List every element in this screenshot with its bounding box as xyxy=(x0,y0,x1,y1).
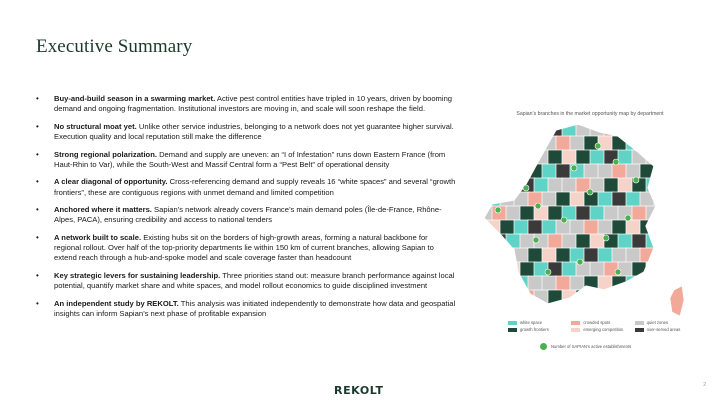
department-cell xyxy=(612,164,627,179)
department-cell xyxy=(542,192,557,207)
department-cell xyxy=(584,304,599,319)
department-cell xyxy=(486,192,501,207)
department-cell xyxy=(590,290,605,305)
department-cell xyxy=(506,234,521,249)
department-cell xyxy=(486,136,501,151)
department-cell xyxy=(528,136,543,151)
bullet-heading: No structural moat yet. xyxy=(54,121,137,131)
department-cells xyxy=(478,122,675,319)
department-cell xyxy=(576,234,591,249)
department-cell xyxy=(514,164,529,179)
department-cell xyxy=(478,220,487,235)
bullet-item xyxy=(36,233,456,264)
legend-swatch xyxy=(508,328,517,332)
department-cell xyxy=(506,150,521,165)
branch-dot xyxy=(613,159,619,165)
department-cell xyxy=(626,304,641,319)
legend-label: growth frontiers xyxy=(520,327,549,332)
branch-dot xyxy=(615,269,621,275)
department-cell xyxy=(626,164,641,179)
department-cell xyxy=(562,290,577,305)
legend-item xyxy=(571,320,634,325)
department-cell xyxy=(542,276,557,291)
branch-dot xyxy=(625,215,631,221)
department-cell xyxy=(590,150,605,165)
department-cell xyxy=(604,178,619,193)
department-cell xyxy=(478,262,493,277)
department-cell xyxy=(492,122,507,137)
legend-label: white space xyxy=(520,320,543,325)
department-cell xyxy=(528,248,543,263)
legend-item xyxy=(508,327,571,332)
brand-logo: REKOLT xyxy=(334,384,384,397)
department-cell xyxy=(506,122,521,137)
page-number: 2 xyxy=(703,382,706,388)
department-cell xyxy=(548,150,563,165)
france-opportunity-map xyxy=(478,122,698,322)
legend-swatch xyxy=(635,328,644,332)
department-cell xyxy=(556,276,571,291)
bullet-text: Demand and supply are uneven: an “I of Infestation” runs down Eastern France (from Haut-Rhin to Var), while the South-West and Massif Central form a “Pest Belt” of operational density xyxy=(54,149,446,169)
department-cell xyxy=(542,220,557,235)
department-cell xyxy=(534,178,549,193)
department-cell xyxy=(576,206,591,221)
map-legend xyxy=(508,320,698,332)
department-cell xyxy=(542,164,557,179)
department-cell xyxy=(640,276,655,291)
bullet-item xyxy=(36,299,456,319)
department-cell xyxy=(660,122,675,137)
department-cell xyxy=(654,220,669,235)
department-cell xyxy=(646,150,661,165)
department-cell xyxy=(598,220,613,235)
bullet-heading: Key strategic levers for sustaining leadership. xyxy=(54,270,221,280)
department-cell xyxy=(492,262,507,277)
department-cell xyxy=(548,206,563,221)
department-cell xyxy=(654,248,669,263)
bullet-heading: Buy-and-build season in a swarming market. xyxy=(54,94,216,103)
branch-dot xyxy=(577,259,583,265)
department-cell xyxy=(506,262,521,277)
legend-item xyxy=(635,327,698,332)
department-cell xyxy=(626,220,641,235)
branch-dot xyxy=(495,207,501,213)
department-cell xyxy=(562,234,577,249)
department-cell xyxy=(478,178,493,193)
bullet-text: Unlike other service industries, belonging to a network does not yet guarantee higher survival. Execution quality and local reputation still make the difference xyxy=(54,121,454,141)
department-cell xyxy=(542,136,557,151)
department-cell xyxy=(520,122,535,137)
department-cell xyxy=(618,234,633,249)
department-cell xyxy=(576,150,591,165)
department-cell xyxy=(478,164,487,179)
branch-dot xyxy=(561,217,567,223)
bullet-text: Three priorities stand out: measure branch performance against local potential, quantify market share and white spaces, and model rollout economics to guide disciplined investment xyxy=(54,270,455,291)
bullet-text: Existing hubs sit on the borders of high-growth areas, forming a natural backbone for regional rollout. Over half of the top-priority departments lie within 150 km of current branches, allowing Sapian to extend reach through a hub-and-spoke model and scale coverage faster than headcount xyxy=(54,232,434,263)
department-cell xyxy=(590,262,605,277)
department-cell xyxy=(500,304,515,319)
legend-swatch xyxy=(635,321,644,325)
legend-swatch xyxy=(571,328,580,332)
department-cell xyxy=(492,234,507,249)
department-cell xyxy=(500,164,515,179)
department-cell xyxy=(598,192,613,207)
department-cell xyxy=(598,248,613,263)
department-cell xyxy=(478,192,487,207)
bullet-heading: Anchored where it matters. xyxy=(54,205,152,215)
department-cell xyxy=(654,304,669,319)
department-cell xyxy=(500,276,515,291)
department-cell xyxy=(612,136,627,151)
department-cell xyxy=(520,206,535,221)
branch-dot-icon xyxy=(540,343,547,350)
department-cell xyxy=(500,248,515,263)
branch-dot xyxy=(535,203,541,209)
department-cell xyxy=(548,178,563,193)
department-cell xyxy=(598,136,613,151)
department-cell xyxy=(562,262,577,277)
branch-dot xyxy=(595,143,601,149)
department-cell xyxy=(618,178,633,193)
department-cell xyxy=(612,304,627,319)
corsica-region xyxy=(670,286,684,316)
department-cell xyxy=(640,304,655,319)
department-cell xyxy=(556,248,571,263)
department-cell xyxy=(548,234,563,249)
legend-swatch xyxy=(508,321,517,325)
department-cell xyxy=(492,290,507,305)
department-cell xyxy=(520,262,535,277)
department-cell xyxy=(570,192,585,207)
bullet-heading: An independent study by REKOLT. xyxy=(54,298,179,308)
department-cell xyxy=(478,304,487,319)
department-cell xyxy=(506,206,521,221)
legend-label: emerging competition xyxy=(583,327,624,332)
department-cell xyxy=(542,304,557,319)
department-cell xyxy=(632,290,647,305)
bullet-text: Active pest control entities have tripled in 10 years, driven by booming demand and ongoing fragmentation. Institutional investors are moving in, and scale will soon reshape the field. xyxy=(54,94,453,114)
department-cell xyxy=(654,192,669,207)
department-cell xyxy=(584,248,599,263)
department-cell xyxy=(570,304,585,319)
department-cell xyxy=(478,290,493,305)
dot-legend xyxy=(540,343,631,350)
map-caption: Sapian’s branches in the market opportunity map by department xyxy=(516,111,664,117)
department-cell xyxy=(500,220,515,235)
department-cell xyxy=(534,150,549,165)
department-cell xyxy=(612,220,627,235)
department-cell xyxy=(556,192,571,207)
department-cell xyxy=(478,150,493,165)
map-svg xyxy=(478,122,698,322)
legend-label: quiet zones xyxy=(646,320,669,325)
department-cell xyxy=(486,164,501,179)
branch-dot xyxy=(633,177,639,183)
department-cell xyxy=(646,262,661,277)
bullet-item xyxy=(36,177,456,197)
department-cell xyxy=(660,234,675,249)
bullet-text: Cross-referencing demand and supply reveals 16 “white spaces” and several “growth frontiers”, these are contiguous regions with unmet demand and limited competition xyxy=(54,177,456,197)
department-cell xyxy=(500,136,515,151)
bullet-item xyxy=(36,271,456,291)
branch-dot xyxy=(533,237,539,243)
bullet-heading: A clear diagonal of opportunity. xyxy=(54,177,168,187)
department-cell xyxy=(590,234,605,249)
summary-bullet-list xyxy=(36,94,456,327)
department-cell xyxy=(548,262,563,277)
department-cell xyxy=(520,290,535,305)
department-cell xyxy=(570,220,585,235)
department-cell xyxy=(514,192,529,207)
department-cell xyxy=(542,248,557,263)
legend-swatch xyxy=(571,321,580,325)
department-cell xyxy=(618,150,633,165)
department-cell xyxy=(660,262,675,277)
department-cell xyxy=(548,290,563,305)
department-cell xyxy=(514,304,529,319)
department-cell xyxy=(478,248,487,263)
department-cell xyxy=(486,276,501,291)
department-cell xyxy=(570,136,585,151)
department-cell xyxy=(618,290,633,305)
department-cell xyxy=(548,122,563,137)
department-cell xyxy=(556,304,571,319)
department-cell xyxy=(492,178,507,193)
department-cell xyxy=(528,304,543,319)
bullet-item xyxy=(36,122,456,142)
department-cell xyxy=(660,150,675,165)
legend-item xyxy=(508,320,571,325)
department-cell xyxy=(598,164,613,179)
department-cell xyxy=(556,136,571,151)
department-cell xyxy=(500,192,515,207)
bullet-item xyxy=(36,150,456,170)
department-cell xyxy=(598,304,613,319)
department-cell xyxy=(528,220,543,235)
department-cell xyxy=(612,248,627,263)
department-cell xyxy=(632,122,647,137)
bullet-text: Sapian’s network already covers France’s main demand poles (Île-de-France, Rhône-Alpes, PACA), ensuring credibility and access to national tenders xyxy=(54,205,442,225)
department-cell xyxy=(632,206,647,221)
department-cell xyxy=(618,122,633,137)
department-cell xyxy=(618,262,633,277)
department-cell xyxy=(562,178,577,193)
branch-dot xyxy=(571,165,577,171)
department-cell xyxy=(646,206,661,221)
department-cell xyxy=(520,234,535,249)
department-cell xyxy=(640,136,655,151)
department-cell xyxy=(534,122,549,137)
department-cell xyxy=(612,192,627,207)
department-cell xyxy=(654,276,669,291)
legend-label: crowded spots xyxy=(583,320,611,325)
department-cell xyxy=(584,220,599,235)
department-cell xyxy=(520,150,535,165)
legend-item xyxy=(635,320,698,325)
department-cell xyxy=(626,248,641,263)
department-cell xyxy=(478,276,487,291)
department-cell xyxy=(528,276,543,291)
bullet-heading: Strong regional polarization. xyxy=(54,149,157,159)
department-cell xyxy=(654,164,669,179)
department-cell xyxy=(562,122,577,137)
department-cell xyxy=(478,136,487,151)
department-cell xyxy=(604,206,619,221)
bullet-item xyxy=(36,205,456,225)
department-cell xyxy=(604,290,619,305)
bullet-heading: A network built to scale. xyxy=(54,232,142,242)
branch-dot xyxy=(523,185,529,191)
legend-label: over-served areas xyxy=(646,327,681,332)
department-cell xyxy=(626,192,641,207)
department-cell xyxy=(660,178,675,193)
department-cell xyxy=(632,234,647,249)
bullet-item xyxy=(36,94,456,114)
department-cell xyxy=(486,304,501,319)
department-cell xyxy=(478,234,493,249)
department-cell xyxy=(506,290,521,305)
legend-item xyxy=(571,327,634,332)
department-cell xyxy=(612,276,627,291)
department-cell xyxy=(556,164,571,179)
department-cell xyxy=(590,206,605,221)
department-cell xyxy=(562,150,577,165)
department-cell xyxy=(514,136,529,151)
department-cell xyxy=(478,122,493,137)
department-cell xyxy=(514,220,529,235)
department-cell xyxy=(646,290,661,305)
branch-dot xyxy=(603,235,609,241)
dot-legend-label: Number of SAPIAN’s active establishments xyxy=(551,344,632,349)
page-title: Executive Summary xyxy=(36,36,193,57)
branch-dot xyxy=(587,189,593,195)
department-cell xyxy=(584,164,599,179)
department-cell xyxy=(660,206,675,221)
department-cell xyxy=(486,248,501,263)
department-cell xyxy=(654,136,669,151)
department-cell xyxy=(506,178,521,193)
bullet-text: This analysis was initiated independently to demonstrate how data and geospatial insights can inform Sapian’s next phase of profitable expansion xyxy=(54,298,456,318)
department-cell xyxy=(646,122,661,137)
branch-dot xyxy=(545,269,551,275)
department-cell xyxy=(492,150,507,165)
